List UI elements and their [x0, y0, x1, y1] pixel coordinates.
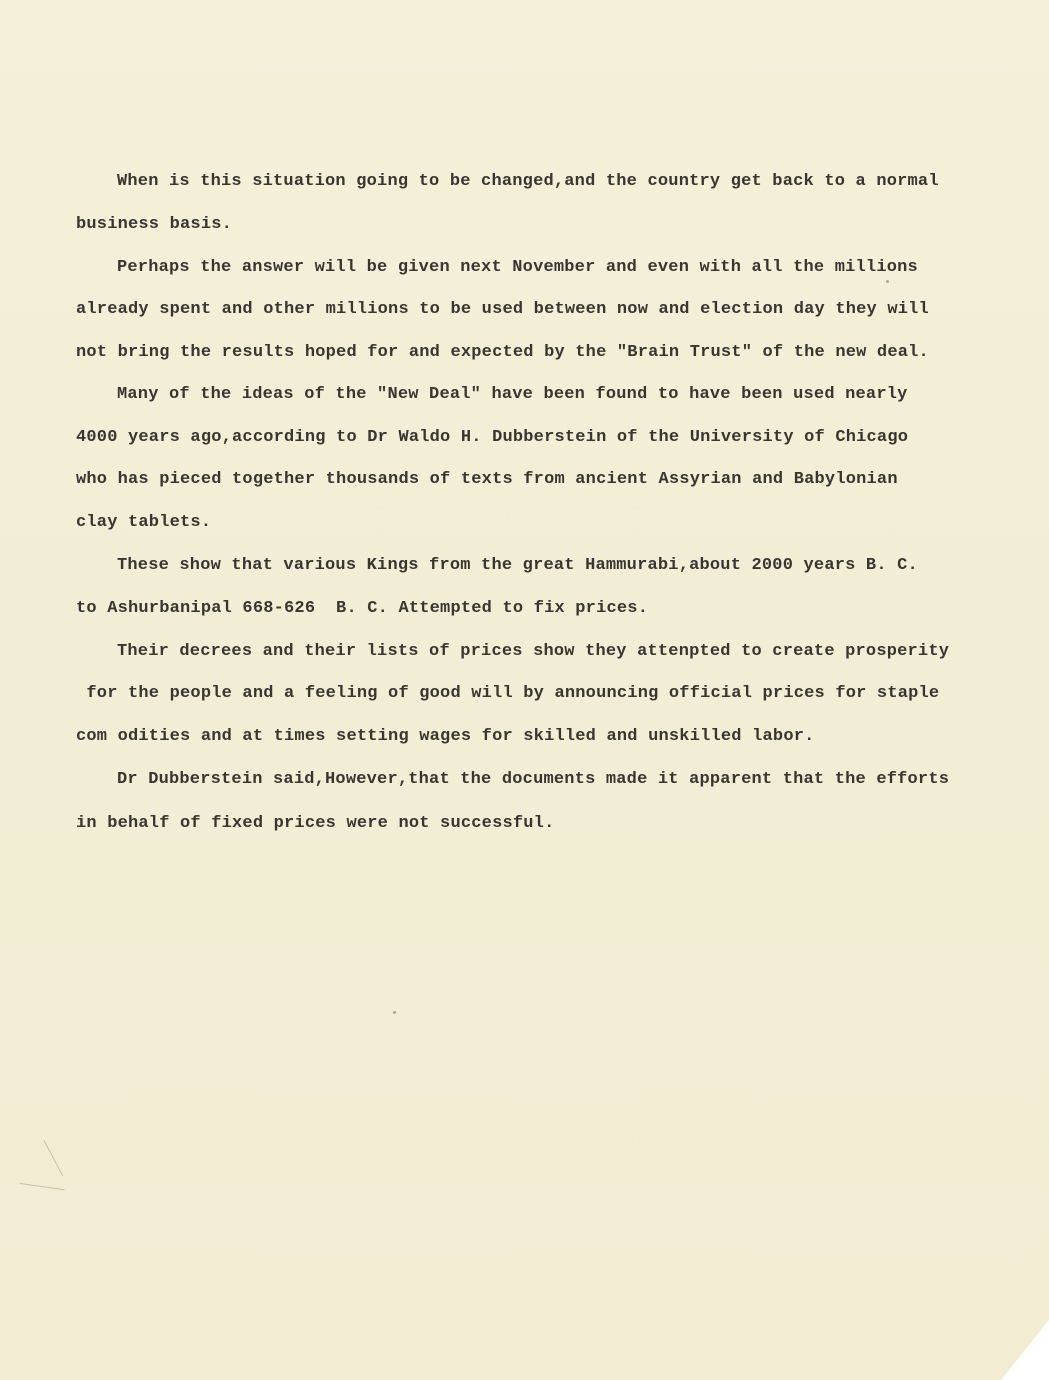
text-line: Perhaps the answer will be given next November and even with all the millions	[117, 258, 918, 277]
text-line: who has pieced together thousands of texts from ancient Assyrian and Babylonian	[76, 470, 898, 489]
text-line: These show that various Kings from the great Hammurabi,about 2000 years B. C.	[117, 556, 918, 575]
text-line: Dr Dubberstein said,However,that the documents made it apparent that the efforts	[117, 770, 950, 789]
text-line: 4000 years ago,according to Dr Waldo H. Dubberstein of the University of Chicago	[76, 428, 909, 447]
text-line: com odities and at times setting wages for skilled and unskilled labor.	[76, 727, 815, 746]
paper-crease	[20, 1183, 65, 1190]
paper-speck	[393, 1011, 396, 1014]
text-line: clay tablets.	[76, 513, 212, 532]
torn-corner	[1001, 1320, 1049, 1380]
paper-speck	[886, 280, 889, 283]
text-line: not bring the results hoped for and expected by the "Brain Trust" of the new deal.	[76, 343, 929, 362]
text-line: Many of the ideas of the "New Deal" have been found to have been used nearly	[117, 385, 908, 404]
text-line: When is this situation going to be changed,and the country get back to a normal	[117, 172, 939, 191]
text-line: in behalf of fixed prices were not successful.	[76, 814, 555, 833]
paper-crease	[44, 1140, 64, 1176]
text-line: for the people and a feeling of good will by announcing official prices for staple	[76, 684, 940, 703]
text-line: business basis.	[76, 215, 233, 234]
text-line: already spent and other millions to be used between now and election day they will	[76, 300, 929, 319]
text-line: Their decrees and their lists of prices show they attenpted to create prosperity	[117, 642, 950, 661]
text-line: to Ashurbanipal 668-626 B. C. Attempted to fix prices.	[76, 599, 649, 618]
